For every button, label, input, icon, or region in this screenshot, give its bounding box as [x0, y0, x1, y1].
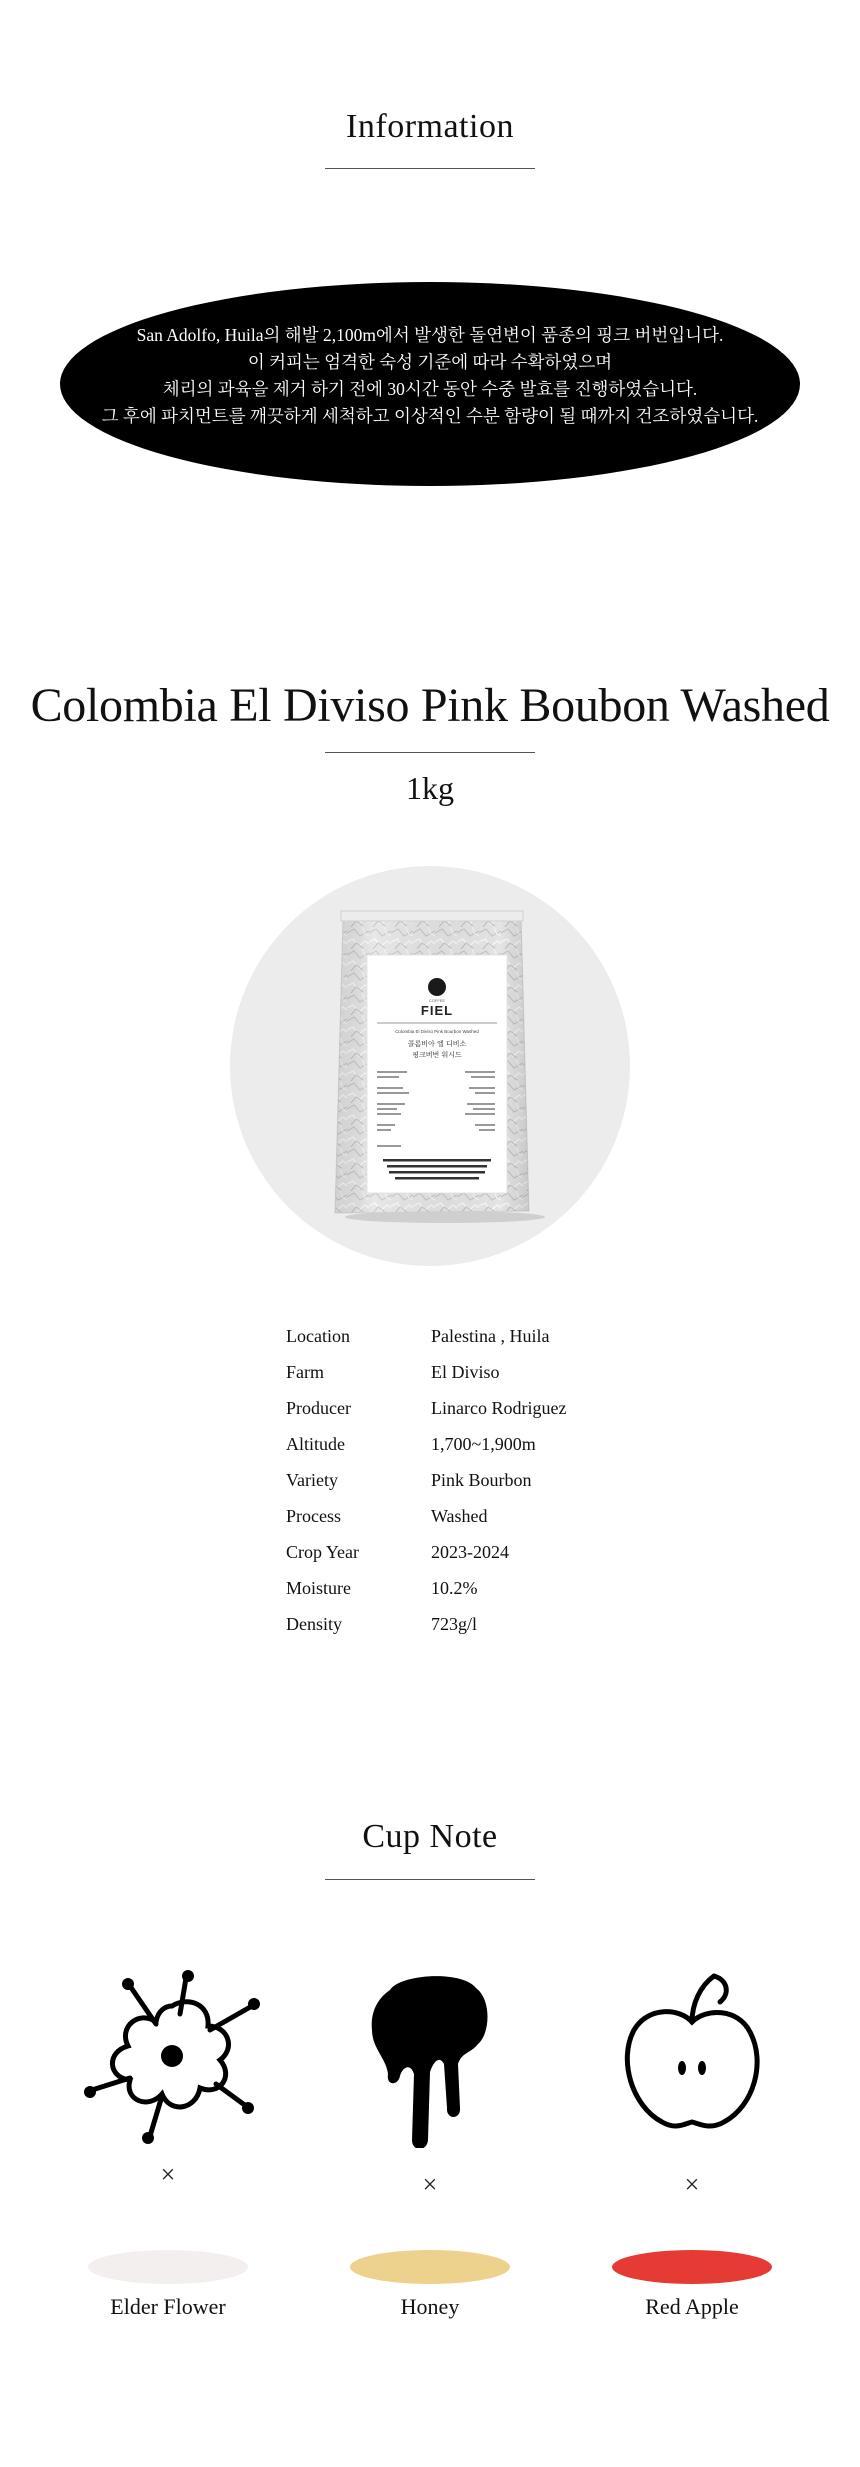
spec-key: Producer [286, 1397, 351, 1418]
spec-row [286, 1498, 646, 1534]
cup-note-label: Red Apple [645, 2294, 739, 2319]
flower-icon [68, 1968, 268, 2148]
spec-key: Location [286, 1325, 350, 1346]
bag-subtitle: Colombia El Diviso Pink Bourbon Washed [395, 1029, 479, 1034]
spec-row [286, 1354, 646, 1390]
information-divider [325, 168, 535, 169]
times-mark: × [422, 2170, 438, 2199]
cup-note-divider [325, 1879, 535, 1880]
information-title: Information [346, 108, 514, 145]
intro-line: 체리의 과육을 제거 하기 전에 30시간 동안 수중 발효를 진행하였습니다. [162, 379, 698, 399]
cup-note-label: Elder Flower [110, 2294, 226, 2319]
intro-line: 이 커피는 엄격한 숙성 기준에 따라 수확하였으며 [247, 352, 613, 372]
spec-value: 10.2% [431, 1577, 478, 1598]
spec-value: Washed [431, 1505, 488, 1526]
spec-key: Variety [286, 1469, 338, 1490]
spec-key: Crop Year [286, 1541, 360, 1562]
cup-note-title: Cup Note [362, 1818, 498, 1855]
spec-table [286, 1318, 646, 1642]
spec-row [286, 1462, 646, 1498]
brand-logo-icon [428, 978, 446, 996]
spec-key: Farm [286, 1361, 324, 1382]
product-divider [325, 752, 535, 753]
spec-key: Altitude [286, 1433, 345, 1454]
spec-value: Palestina , Huila [431, 1325, 550, 1346]
cup-note-label: Honey [400, 2294, 460, 2319]
spec-key: Process [286, 1505, 341, 1526]
intro-line: 그 후에 파치먼트를 깨끗하게 세척하고 이상적인 수분 함량이 될 때까지 건조하였습니다. [101, 406, 759, 426]
spec-value: El Diviso [431, 1361, 500, 1382]
flavor-swatch [612, 2250, 772, 2284]
product-weight: 1kg [406, 770, 454, 806]
flavor-swatch [350, 2250, 510, 2284]
honey-drip-icon [330, 1968, 530, 2148]
product-title: Colombia El Diviso Pink Boubon Washed [30, 679, 830, 732]
spec-key: Density [286, 1613, 342, 1634]
apple-icon [592, 1968, 792, 2148]
flavor-swatch [88, 2250, 248, 2284]
bag-brand-small: COFFEE [428, 998, 446, 1003]
spec-row [286, 1606, 646, 1642]
intro-text [60, 322, 800, 430]
spec-value: Linarco Rodriguez [431, 1397, 567, 1418]
spec-key: Moisture [286, 1577, 351, 1598]
intro-line: San Adolfo, Huila의 해발 2,100m에서 발생한 돌연변이 품종의 핑크 버번입니다. [136, 325, 724, 345]
times-mark: × [684, 2170, 700, 2199]
spec-row [286, 1426, 646, 1462]
spec-value: Pink Bourbon [431, 1469, 532, 1490]
bag-korean-name: 콜롬비아 엘 디비소 [407, 1040, 467, 1048]
coffee-bag-image [325, 905, 545, 1225]
spec-row [286, 1318, 646, 1354]
bag-korean-name: 핑크버번 워시드 [412, 1051, 462, 1059]
spec-row [286, 1390, 646, 1426]
spec-value: 723g/l [431, 1613, 478, 1634]
spec-value: 1,700~1,900m [431, 1433, 536, 1454]
spec-value: 2023-2024 [431, 1541, 509, 1562]
spec-row [286, 1534, 646, 1570]
times-mark: × [160, 2160, 176, 2189]
bag-brand: FIEL [420, 1003, 454, 1018]
spec-row [286, 1570, 646, 1606]
